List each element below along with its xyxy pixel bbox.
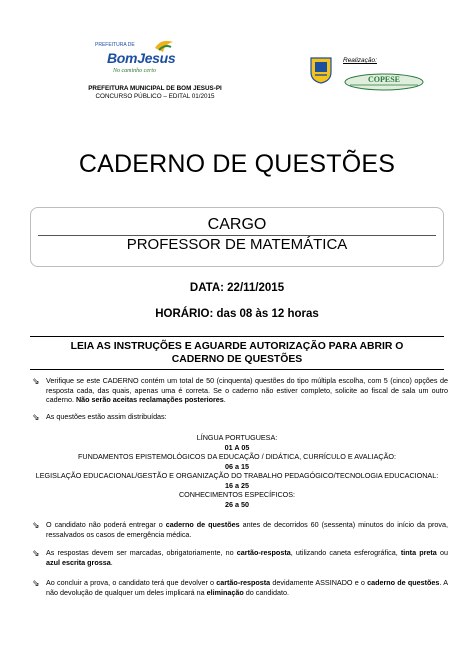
instruction-4-c: , utilizando caneta esferográfica,: [290, 548, 401, 557]
bullet-icon: ⇘: [32, 548, 40, 558]
exam-date: DATA: 22/11/2015: [189, 282, 285, 294]
instruction-1-end: .: [223, 395, 226, 405]
instruction-3-c: antes de decorridos 60 (sessenta) minutos do início da prova, ressalvados os casos de emergência médica.: [46, 520, 448, 539]
instructions-title-line2: CADERNO DE QUESTÕES: [171, 354, 303, 365]
instruction-4-d: tinta preta: [400, 548, 437, 557]
instruction-item-2: As questões estão assim distribuídas:: [46, 412, 167, 421]
instruction-3-b: caderno de questões: [165, 520, 240, 529]
instruction-5-g: do candidato.: [243, 587, 289, 597]
dist-2-range: 06 a 15: [225, 462, 249, 471]
bom-jesus-logo: [95, 38, 183, 80]
dist-1-name: LÍNGUA PORTUGUESA:: [196, 433, 278, 442]
bullet-icon: ⇘: [32, 412, 40, 422]
instruction-4-b: cartão-resposta: [236, 548, 291, 557]
bullet-icon: ⇘: [32, 376, 40, 386]
bullet-icon: ⇘: [32, 520, 40, 530]
cargo-value: PROFESSOR DE MATEMÁTICA: [126, 236, 348, 253]
instruction-5-c: devidamente ASSINADO e o: [270, 578, 368, 587]
logo-tagline: No caminho certo: [113, 68, 156, 74]
instruction-1-bold: Não serão aceitas reclamações posteriores: [75, 395, 224, 405]
instruction-5-e: . A não devolução de qualquer um deles implicará na: [46, 578, 448, 597]
org-name: PREFEITURA MUNICIPAL DE BOM JESUS-PI: [88, 85, 222, 92]
instruction-4-a: As respostas devem ser marcadas, obrigatoriamente, no: [46, 548, 237, 557]
dist-4-range: 26 a 50: [225, 500, 249, 509]
dist-3-range: 16 a 25: [225, 481, 249, 490]
bullet-icon: ⇘: [32, 578, 40, 588]
dist-1-range: 01 A 05: [224, 443, 250, 452]
instruction-5-f: eliminação: [206, 587, 244, 597]
instruction-item-5: [46, 578, 448, 597]
instructions-title: [30, 340, 444, 366]
instruction-1-text: Verifique se este CADERNO contém um total de 50 (cinquenta) questões do tipo múltipla escolha, com 5 (cinco) opções de resposta cada, das quais, apenas uma é correta. Se o caderno não estiver completo, solicite ao fiscal de sala um outro caderno.: [46, 376, 448, 405]
dist-3-name: LEGISLAÇÃO EDUCACIONAL/GESTÃO E ORGANIZAÇÃO DO TRABALHO PEDAGÓGICO/TECNOLOGIA EDUCACIONAL:: [35, 471, 439, 480]
instruction-4-e: ou: [436, 548, 448, 557]
instruction-item-4: [46, 548, 448, 567]
instruction-item-3: [46, 520, 448, 539]
dist-4-name: CONHECIMENTOS ESPECÍFICOS:: [178, 490, 296, 499]
copese-text: COPESE: [367, 75, 400, 84]
edital-text: CONCURSO PÚBLICO – EDITAL 01/2015: [95, 93, 215, 100]
dist-2-name: FUNDAMENTOS EPISTEMOLÓGICOS DA EDUCAÇÃO / DIDÁTICA, CURRÍCULO E AVALIAÇÃO:: [78, 452, 396, 461]
copese-logo: [344, 73, 424, 91]
instruction-5-b: cartão-resposta: [216, 578, 271, 587]
realizacao-label: Realização:: [343, 57, 377, 64]
page-title: CADERNO DE QUESTÕES: [78, 150, 396, 178]
instruction-3-a: O candidato não poderá entregar o: [46, 520, 166, 529]
instructions-title-line1: LEIA AS INSTRUÇÕES E AGUARDE AUTORIZAÇÃO PARA ABRIR O: [70, 341, 404, 352]
logo-text: BomJesus: [107, 50, 176, 66]
instruction-5-a: Ao concluir a prova, o candidato terá que devolver o: [46, 578, 217, 587]
ufpi-crest-icon: [310, 56, 332, 84]
instruction-4-g: .: [110, 557, 113, 567]
exam-time: HORÁRIO: das 08 às 12 horas: [155, 308, 319, 320]
instruction-5-d: caderno de questões: [367, 578, 440, 587]
cargo-label: CARGO: [207, 216, 267, 233]
instruction-4-f: azul escrita grossa: [46, 557, 111, 567]
instruction-item-1: [46, 376, 448, 405]
logo-small-text: PREFEITURA DE: [95, 42, 135, 48]
